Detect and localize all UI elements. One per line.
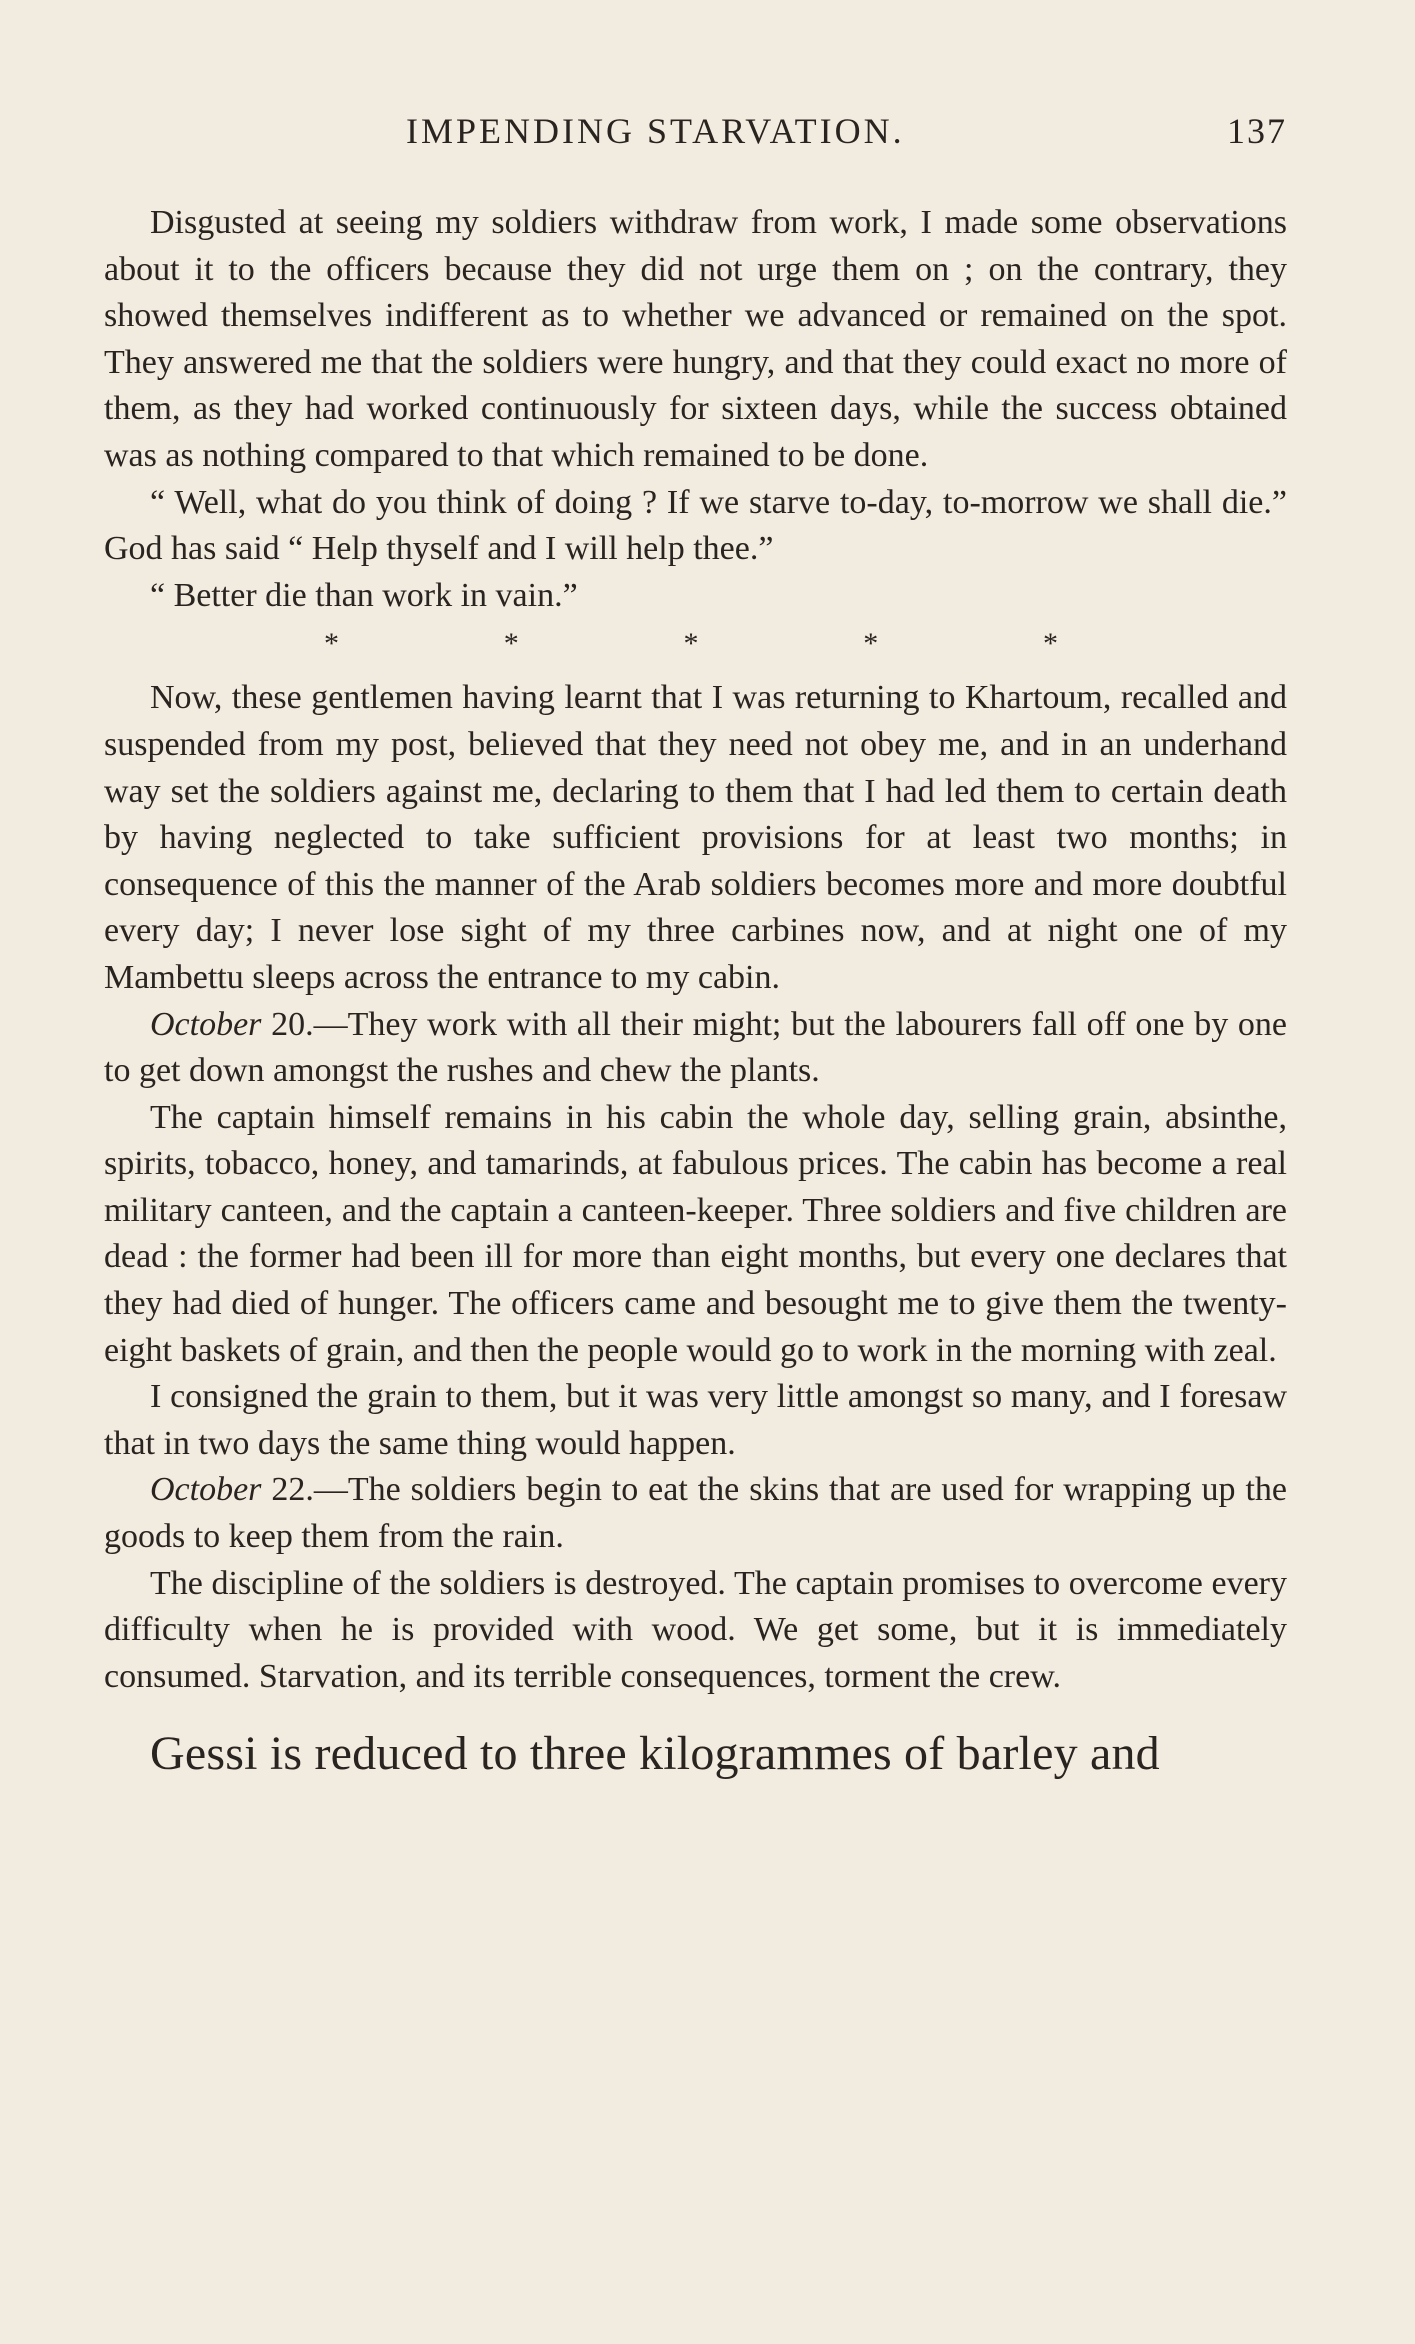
star-3: * <box>683 627 699 661</box>
paragraph-observations: Disgusted at seeing my soldiers withdraw from work, I made some observations about it to the officers because they did not urge them on ; on the contrary, they showed themselves indifferent as to whether we advanced or remained on the spot. They answered me that the soldiers were hungry, and that they could exact no more of them, as they had worked continuously for sixteen days, while the success obtained was as nothing compared to that which remained to be done. <box>104 204 1287 474</box>
date-october-20: October <box>150 1005 262 1043</box>
star-5: * <box>1043 627 1058 661</box>
star-1: * <box>324 627 339 661</box>
paragraph-discipline: The discipline of the soldiers is destroyed. The captain promises to overcome every difficulty when he is provided with wood. We get some, but it is immediately consumed. Starvation, and its terrible consequences, torment the crew. <box>104 1564 1287 1695</box>
section-break <box>324 623 1058 665</box>
star-2: * <box>503 627 519 661</box>
paragraph-better-die: “ Better die than work in vain.” <box>150 576 578 614</box>
entry-october-22: 22.—The soldiers begin to eat the skins that are used for wrapping up the goods to keep them from the rain. <box>104 1471 1287 1556</box>
star-4: * <box>863 627 879 661</box>
entry-october-20: 20.—They work with all their might; but the labourers fall off one by one to get down amongst the rushes and chew the plants. <box>104 1005 1287 1090</box>
page-number: 137 <box>1227 111 1287 151</box>
paragraph-captain: The captain himself remains in his cabin the whole day, selling grain, absinthe, spirits, tobacco, honey, and tamarinds, at fabulous prices. The cabin has become a real military canteen, and the captain a canteen-keeper. Three soldiers and five children are dead : the former had been ill for more than eight months, but every one declares that they had died of hunger. The officers came and besought me to give them the twenty-eight baskets of grain, and then the people would go to work in the morning with zeal. <box>104 1098 1287 1369</box>
paragraph-october-22 <box>104 1467 1287 1560</box>
paragraph-dialogue: “ Well, what do you think of doing ? If we starve to-day, to-morrow we shall die.” God has said “ Help thyself and I will help thee.” <box>104 483 1287 568</box>
page-body <box>104 200 1287 1832</box>
date-october-22: October <box>150 1471 262 1509</box>
paragraph-october-20 <box>104 1002 1287 1095</box>
paragraph-gentlemen: Now, these gentlemen having learnt that I was returning to Khartoum, recalled and suspended from my post, believed that they need not obey me, and in an underhand way set the soldiers against me, declaring to them that I had led them to certain death by having neglected to take sufficient provisions for at least two months; in consequence of this the manner of the Arab soldiers becomes more and more doubtful every day; I never lose sight of my three carbines now, and at night one of my Mambettu sleeps across the entrance to my cabin. <box>104 679 1287 996</box>
running-head <box>104 110 1287 170</box>
paragraph-grain: I consigned the grain to them, but it was very little amongst so many, and I foresaw that in two days the same thing would happen. <box>104 1378 1287 1462</box>
chapter-title: IMPENDING STARVATION. <box>406 111 905 151</box>
final-line: Gessi is reduced to three kilogrammes of barley and <box>150 1727 1160 1781</box>
